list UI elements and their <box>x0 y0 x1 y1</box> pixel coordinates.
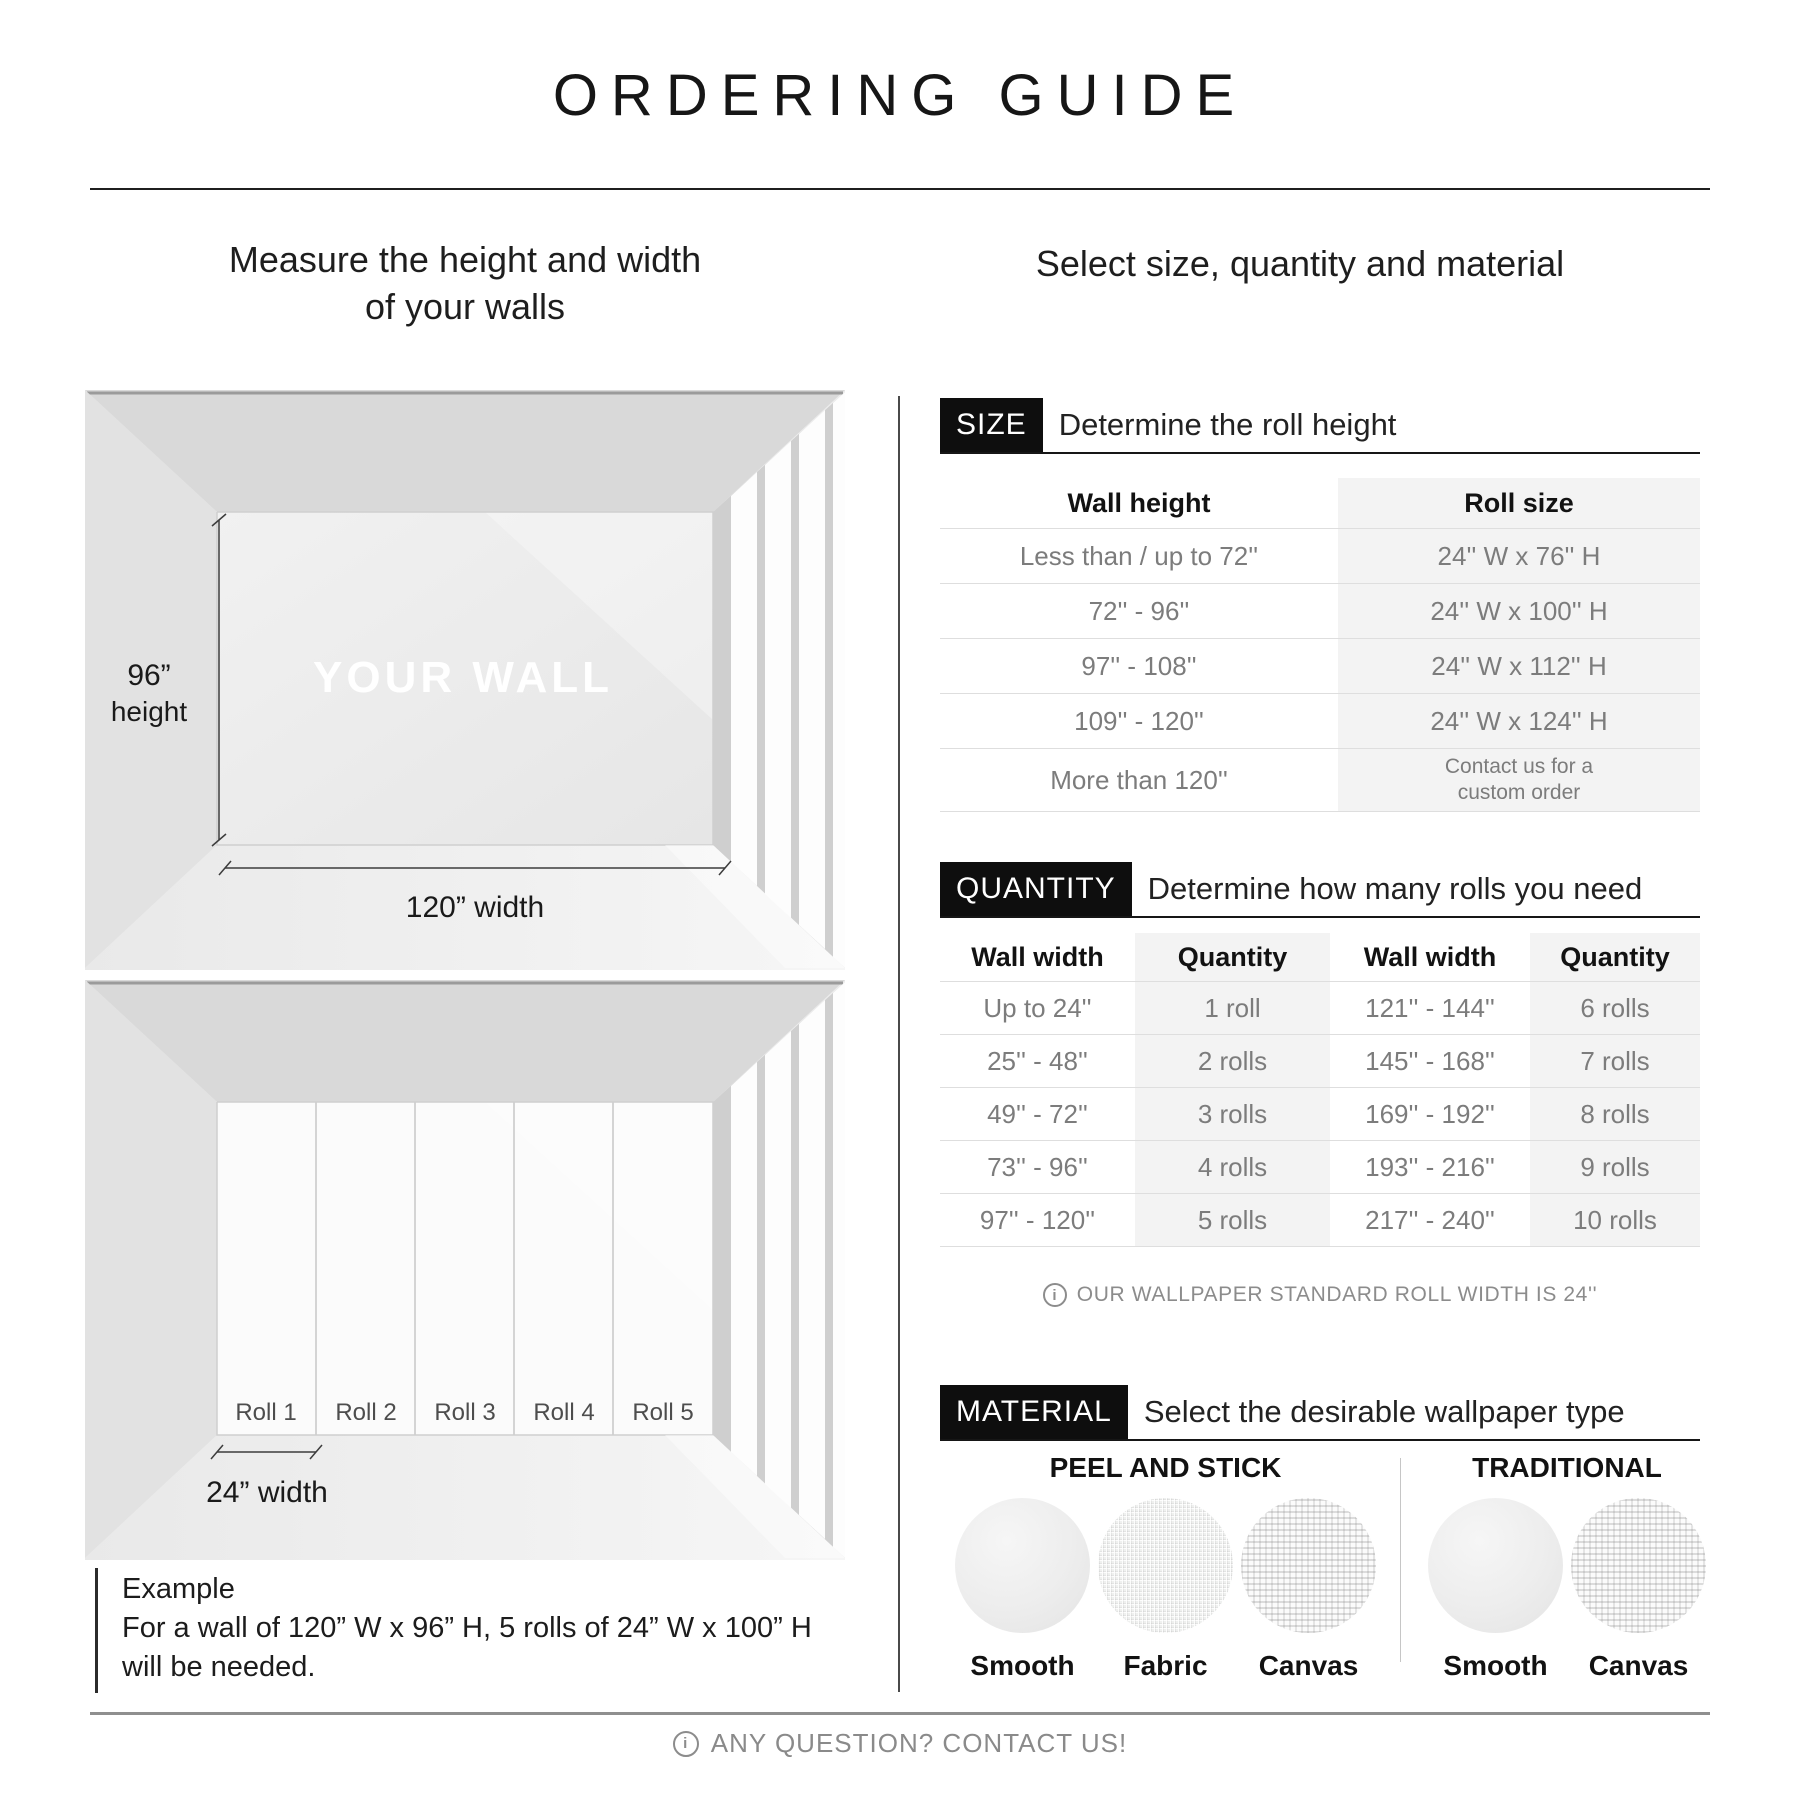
quantity-table-row <box>940 1035 1700 1088</box>
quantity-value: 7 rolls <box>1530 1035 1700 1087</box>
info-icon: i <box>673 1731 699 1757</box>
col-header-quantity: Quantity <box>1530 933 1700 981</box>
wall-height-value: 72'' - 96'' <box>1088 595 1190 626</box>
room-illustration-rolls <box>85 980 845 1560</box>
quantity-value: 6 rolls <box>1530 982 1700 1034</box>
wall-width-value: 25'' - 48'' <box>987 1045 1088 1076</box>
quantity-value: 1 roll <box>1135 982 1330 1034</box>
material-group-traditional: TRADITIONAL <box>1472 1452 1662 1483</box>
right-column-heading: Select size, quantity and material <box>1035 243 1565 284</box>
roll-size-value: 24'' W x 76'' H <box>1338 529 1700 583</box>
col-header-wall-width: Wall width <box>971 941 1104 972</box>
swatch-trad-canvas <box>1571 1498 1706 1633</box>
swatch-label-smooth: Smooth <box>970 1650 1075 1681</box>
info-icon: i <box>1043 1283 1067 1307</box>
roll-size-value <box>1338 749 1700 811</box>
wall-height-value: More than 120'' <box>1050 764 1228 795</box>
your-wall-label: YOUR WALL <box>313 653 613 702</box>
window-pane <box>731 1062 757 1476</box>
window-pane <box>765 1031 791 1508</box>
size-table-row <box>940 639 1700 694</box>
window-pane <box>799 1000 825 1539</box>
left-column-heading <box>85 236 845 330</box>
size-table-row <box>940 694 1700 749</box>
height-value-label: 96” <box>127 659 171 692</box>
quantity-value: 10 rolls <box>1530 1194 1700 1246</box>
quantity-section-header <box>940 862 1700 918</box>
quantity-section-title: Determine how many rolls you need <box>1147 871 1643 906</box>
quantity-table-row <box>940 1141 1700 1194</box>
roll-label: Roll 5 <box>632 1399 694 1426</box>
material-section-title: Select the desirable wallpaper type <box>1143 1394 1625 1429</box>
swatch-trad-smooth <box>1428 1498 1563 1633</box>
swatch-label-smooth: Smooth <box>1443 1650 1548 1681</box>
wall-height-value: 109'' - 120'' <box>1074 705 1204 736</box>
quantity-value: 5 rolls <box>1135 1194 1330 1246</box>
size-table-row <box>940 749 1700 812</box>
title-divider <box>90 188 1710 190</box>
page-title: ORDERING GUIDE <box>552 63 1248 128</box>
roll-label: Roll 3 <box>434 1399 496 1426</box>
wall-width-value: 73'' - 96'' <box>987 1151 1088 1182</box>
material-badge: MATERIAL <box>940 1385 1128 1439</box>
swatch-peel-canvas <box>1241 1498 1376 1633</box>
quantity-table-row <box>940 1194 1700 1247</box>
roll-label: Roll 1 <box>235 1399 297 1426</box>
material-group-peel-and-stick: PEEL AND STICK <box>1049 1452 1282 1483</box>
window-pane <box>833 392 845 968</box>
col-header-wall-width: Wall width <box>1363 941 1497 972</box>
material-section-header <box>940 1385 1700 1441</box>
swatch-peel-fabric <box>1098 1498 1233 1633</box>
example-title: Example <box>122 1573 235 1605</box>
col-header-wall-height: Wall height <box>1067 487 1211 518</box>
window-pane <box>765 441 791 918</box>
width-value-label: 120” width <box>405 891 545 924</box>
swatch-label-fabric: Fabric <box>1123 1650 1208 1681</box>
roll-size-value: 24'' W x 112'' H <box>1338 639 1700 693</box>
custom-order-note: Contact us for a custom order <box>1444 755 1594 804</box>
example-line2: will be needed. <box>122 1651 316 1683</box>
room-illustration-measure <box>85 390 845 970</box>
wall-width-value: 217'' - 240'' <box>1365 1204 1495 1235</box>
col-header-quantity: Quantity <box>1135 933 1330 981</box>
quantity-table-header-row <box>940 933 1700 982</box>
size-table-row <box>940 529 1700 584</box>
size-table <box>940 478 1700 812</box>
footer <box>0 1728 1800 1759</box>
height-word-label: height <box>110 696 188 727</box>
material-group-divider <box>1400 1458 1401 1662</box>
roll-size-value: 24'' W x 100'' H <box>1338 584 1700 638</box>
roll-label: Roll 4 <box>533 1399 595 1426</box>
roll-label: Roll 2 <box>335 1399 397 1426</box>
swatch-label-canvas: Canvas <box>1588 1650 1689 1681</box>
wall-width-value: 169'' - 192'' <box>1365 1098 1495 1129</box>
footer-text: ANY QUESTION? CONTACT US! <box>710 1728 1128 1758</box>
quantity-table <box>940 933 1700 1247</box>
roll-width-note-text: OUR WALLPAPER STANDARD ROLL WIDTH IS 24'' <box>1076 1283 1598 1306</box>
window-pane <box>731 472 757 886</box>
example-line1: For a wall of 120” W x 96” H, 5 rolls of 24” W x 100” H <box>122 1612 812 1644</box>
col-header-roll-size: Roll size <box>1338 478 1700 528</box>
size-section-title: Determine the roll height <box>1058 407 1397 442</box>
quantity-value: 4 rolls <box>1135 1141 1330 1193</box>
ceiling <box>85 980 845 1102</box>
quantity-value: 2 rolls <box>1135 1035 1330 1087</box>
wall-width-value: 121'' - 144'' <box>1365 992 1495 1023</box>
left-heading-line1: Measure the height and width <box>228 239 702 280</box>
example-block <box>95 1568 812 1693</box>
size-section-header <box>940 398 1700 454</box>
wall-width-value: 193'' - 216'' <box>1365 1151 1495 1182</box>
size-table-header-row <box>940 478 1700 529</box>
window-pane <box>833 982 845 1558</box>
size-table-row <box>940 584 1700 639</box>
quantity-value: 9 rolls <box>1530 1141 1700 1193</box>
column-divider <box>898 396 900 1692</box>
ceiling <box>85 390 845 512</box>
quantity-value: 3 rolls <box>1135 1088 1330 1140</box>
quantity-badge: QUANTITY <box>940 862 1132 916</box>
left-heading-line2: of your walls <box>364 286 566 327</box>
size-badge: SIZE <box>940 398 1043 452</box>
footer-divider <box>90 1712 1710 1715</box>
wall-height-value: Less than / up to 72'' <box>1019 540 1259 571</box>
quantity-table-row <box>940 1088 1700 1141</box>
wall-width-value: 97'' - 120'' <box>979 1204 1096 1235</box>
quantity-value: 8 rolls <box>1530 1088 1700 1140</box>
swatch-label-canvas: Canvas <box>1258 1650 1359 1681</box>
wall-width-value: Up to 24'' <box>983 992 1092 1023</box>
wall-width-value: 145'' - 168'' <box>1365 1045 1495 1076</box>
wall-height-value: 97'' - 108'' <box>1081 650 1197 681</box>
roll-width-note <box>940 1283 1700 1307</box>
roll-size-value: 24'' W x 124'' H <box>1338 694 1700 748</box>
quantity-table-row <box>940 982 1700 1035</box>
window-pane <box>799 410 825 949</box>
swatch-peel-smooth <box>955 1498 1090 1633</box>
roll-width-label: 24” width <box>206 1476 328 1509</box>
wall-width-value: 49'' - 72'' <box>987 1098 1088 1129</box>
